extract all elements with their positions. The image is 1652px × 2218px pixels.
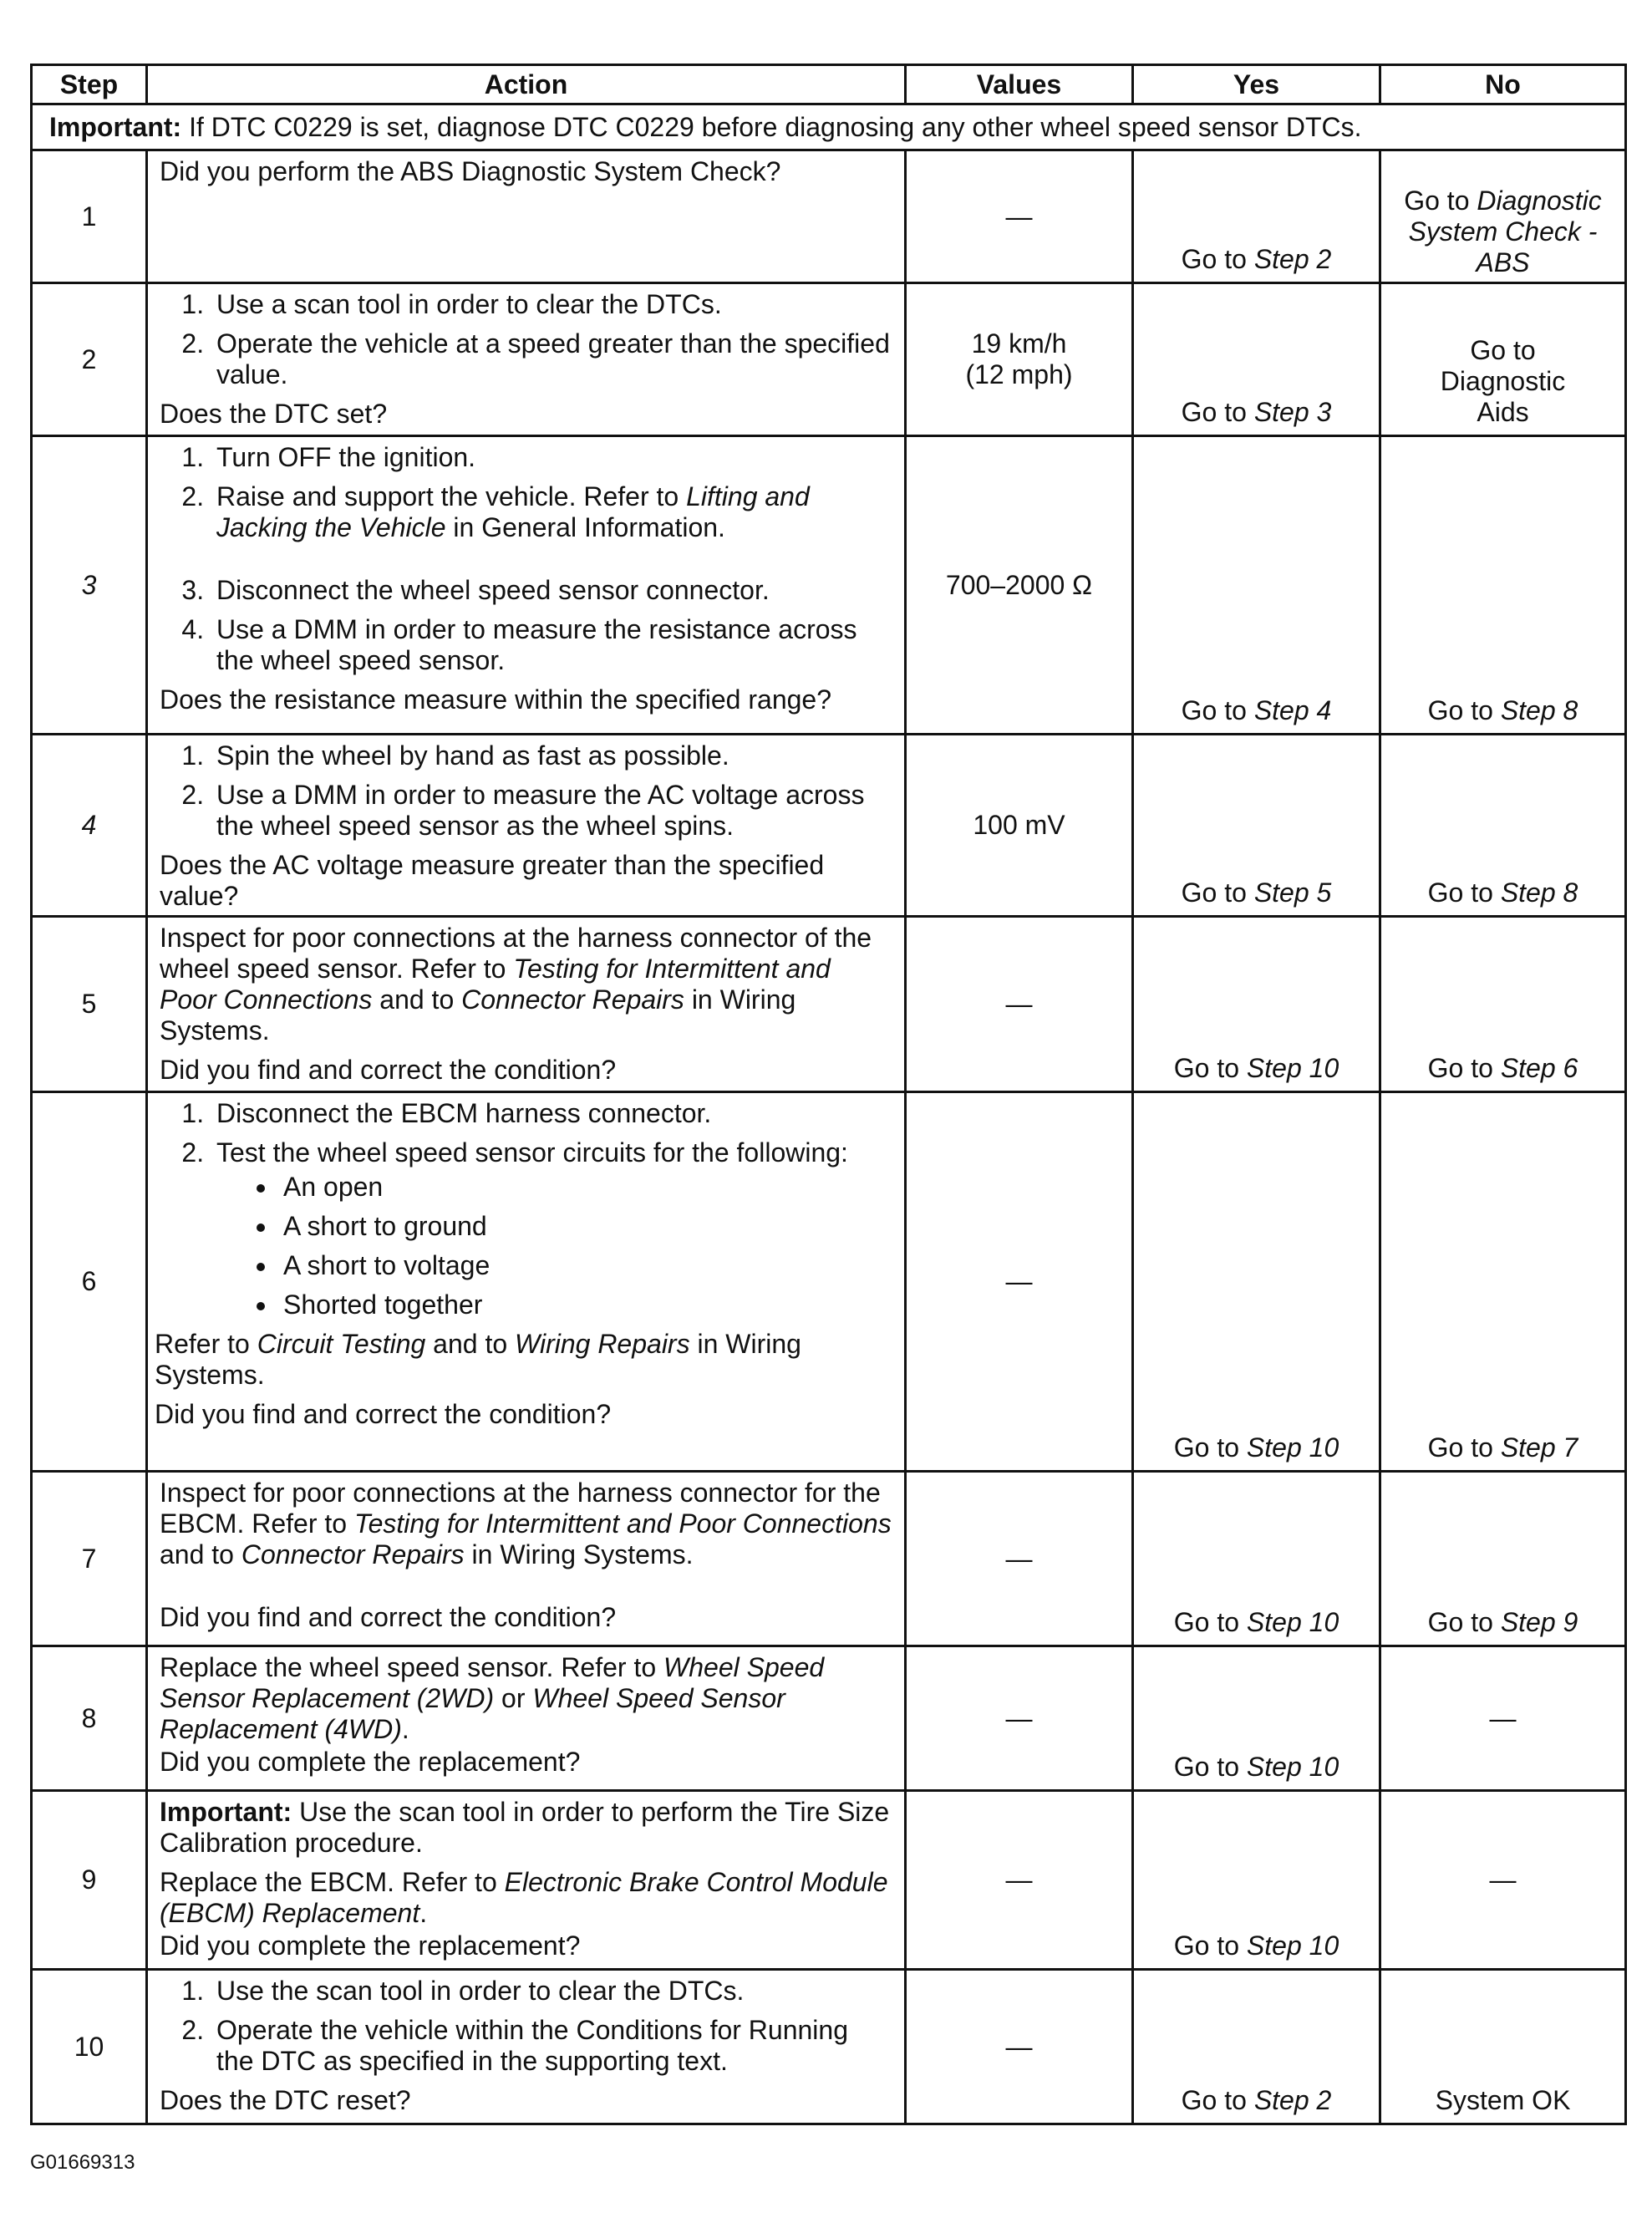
value-cell <box>906 283 1133 436</box>
no-cell: — <box>1380 1646 1626 1791</box>
table-row <box>32 1646 1626 1791</box>
reference-link: Lifting and Jacking the Vehicle <box>216 481 810 542</box>
action-question: Did you complete the replacement? <box>160 1747 581 1777</box>
reference-link: Connector Repairs <box>241 1539 465 1569</box>
step-number: 9 <box>32 1791 147 1970</box>
no-link: Step 7 <box>1500 1432 1578 1463</box>
action-question: Did you find and correct the condition? <box>155 1399 612 1429</box>
header-yes: Yes <box>1133 65 1380 104</box>
action-text: Raise and support the vehicle. Refer to <box>216 481 687 511</box>
no-link: Step 6 <box>1500 1053 1578 1083</box>
step-number: 10 <box>32 1970 147 2124</box>
step-number: 7 <box>32 1472 147 1646</box>
no-link: Step 9 <box>1500 1607 1578 1637</box>
step-number <box>32 436 147 735</box>
action-text-c: in Wiring Systems. <box>160 984 796 1045</box>
bullet-list <box>216 1172 892 1320</box>
action-text: Test the wheel speed sensor circuits for the following: <box>216 1137 848 1168</box>
yes-prefix: Go to <box>1173 1432 1247 1463</box>
action-question: Did you complete the replacement? <box>160 1931 581 1961</box>
action-list <box>160 442 892 676</box>
action-item: 4. Use a DMM in order to measure the resistance across the wheel speed sensor. <box>211 614 892 676</box>
yes-prefix: Go to <box>1181 397 1254 427</box>
bullet-item: • An open <box>278 1172 892 1203</box>
action-list <box>160 1976 892 2077</box>
action-text-a: Inspect for poor connections at the harness connector of the wheel speed sensor. Refer to <box>160 923 872 984</box>
no-prefix: Go to <box>1427 1432 1501 1463</box>
diagnostic-table <box>30 64 1627 2125</box>
reference-link: Circuit Testing <box>257 1329 426 1359</box>
header-action: Action <box>147 65 906 104</box>
yes-prefix: Go to <box>1173 1931 1247 1961</box>
no-cell <box>1380 1472 1626 1646</box>
yes-prefix: Go to <box>1181 244 1254 274</box>
header-no: No <box>1380 65 1626 104</box>
important-note <box>160 1797 892 1859</box>
important-label: Important: <box>49 111 182 142</box>
yes-link: Step 10 <box>1246 1931 1339 1961</box>
yes-link: Step 10 <box>1246 1752 1339 1782</box>
yes-link: Step 2 <box>1253 244 1332 274</box>
value-cell: — <box>906 1472 1133 1646</box>
table-row <box>32 436 1626 735</box>
value-cell: — <box>906 1791 1133 1970</box>
action-text: in General Information. <box>445 512 725 542</box>
no-prefix: Go to <box>1427 1053 1501 1083</box>
no-link: Diagnostic System Check - ABS <box>1408 186 1602 277</box>
yes-prefix: Go to <box>1181 695 1254 725</box>
important-text: If DTC C0229 is set, diagnose DTC C0229 before diagnosing any other wheel speed sensor DTCs. <box>181 111 1362 142</box>
action-cell <box>147 150 906 283</box>
action-cell <box>147 283 906 436</box>
action-cell <box>147 1092 906 1472</box>
action-list <box>160 1098 892 1320</box>
table-row <box>32 1092 1626 1472</box>
reference-link: Electronic Brake Control Module (EBCM) Replacement <box>160 1867 888 1928</box>
action-item: 2. Use a DMM in order to measure the AC voltage across the wheel speed sensor as the wheel spins. <box>211 780 892 842</box>
value-cell: 700–2000 Ω <box>906 436 1133 735</box>
action-text <box>155 1329 892 1391</box>
action-text-b: and to <box>372 984 462 1015</box>
yes-link: Step 3 <box>1253 397 1332 427</box>
yes-prefix: Go to <box>1173 1752 1247 1782</box>
figure-id: G01669313 <box>30 2151 135 2174</box>
yes-cell <box>1133 1092 1380 1472</box>
action-question: Does the DTC reset? <box>160 2085 411 2115</box>
action-question: Did you perform the ABS Diagnostic System Check? <box>160 156 781 186</box>
value-metric: 19 km/h <box>971 328 1067 359</box>
reference-link: Testing for Intermittent and Poor Connections <box>353 1508 892 1539</box>
action-item <box>211 481 892 543</box>
no-prefix: Go to <box>1404 186 1477 216</box>
no-cell: — <box>1380 1791 1626 1970</box>
table-row <box>32 1791 1626 1970</box>
action-item: 1. Use the scan tool in order to clear the DTCs. <box>211 1976 892 2007</box>
action-text-a: Inspect for poor connections at the harness connector for the EBCM. Refer to <box>160 1478 881 1539</box>
reference-link: Wheel Speed Sensor Replacement (4WD) <box>160 1683 785 1744</box>
reference-link: Wiring Repairs <box>515 1329 690 1359</box>
value-cell: 100 mV <box>906 735 1133 917</box>
action-text-b: and to <box>160 1539 241 1569</box>
value-cell: — <box>906 150 1133 283</box>
no-prefix: Go to <box>1427 695 1501 725</box>
value-imperial: (12 mph) <box>965 359 1073 389</box>
no-cell: Go to Diagnostic Aids <box>1380 283 1626 436</box>
action-item: 2. Operate the vehicle within the Conditions for Running the DTC as specified in the supporting text. <box>211 2015 892 2077</box>
yes-cell <box>1133 1472 1380 1646</box>
important-note <box>32 104 1626 150</box>
no-cell: System OK <box>1380 1970 1626 2124</box>
step-number <box>32 735 147 917</box>
table-row <box>32 735 1626 917</box>
important-label: Important: <box>160 1797 292 1827</box>
header-values: Values <box>906 65 1133 104</box>
action-text-a: Replace the wheel speed sensor. Refer to <box>160 1652 664 1682</box>
table-row <box>32 1472 1626 1646</box>
action-item: 1. Use a scan tool in order to clear the DTCs. <box>211 289 892 320</box>
yes-link: Step 5 <box>1253 878 1332 908</box>
no-cell <box>1380 735 1626 917</box>
action-text-c: in Wiring Systems. <box>464 1539 694 1569</box>
important-row <box>32 104 1626 150</box>
step-number: 8 <box>32 1646 147 1791</box>
table-row <box>32 1970 1626 2124</box>
no-cell <box>1380 1092 1626 1472</box>
no-prefix: Go to <box>1427 878 1501 908</box>
yes-link: Step 2 <box>1253 2085 1332 2115</box>
yes-prefix: Go to <box>1181 878 1254 908</box>
action-item: 1. Disconnect the EBCM harness connector. <box>211 1098 892 1129</box>
yes-prefix: Go to <box>1181 2085 1254 2115</box>
yes-cell <box>1133 150 1380 283</box>
table-row <box>32 283 1626 436</box>
action-cell <box>147 1970 906 2124</box>
yes-cell <box>1133 735 1380 917</box>
no-cell <box>1380 436 1626 735</box>
yes-link: Step 4 <box>1253 695 1332 725</box>
yes-cell <box>1133 1970 1380 2124</box>
action-item: 2. Operate the vehicle at a speed greater than the specified value. <box>211 328 892 390</box>
value-cell: — <box>906 917 1133 1092</box>
header-step: Step <box>32 65 147 104</box>
action-cell <box>147 735 906 917</box>
action-text-a: Refer to <box>155 1329 257 1359</box>
action-question: Does the AC voltage measure greater than the specified value? <box>160 850 825 911</box>
action-item <box>211 1137 892 1320</box>
action-item: 1. Turn OFF the ignition. <box>211 442 892 473</box>
table-row <box>32 917 1626 1092</box>
value-cell: — <box>906 1092 1133 1472</box>
table-row <box>32 150 1626 283</box>
bullet-item: • A short to ground <box>278 1211 892 1242</box>
action-text <box>160 1867 892 1929</box>
yes-prefix: Go to <box>1173 1053 1247 1083</box>
action-list <box>160 289 892 390</box>
action-text-c: . <box>401 1714 409 1744</box>
step-number: 5 <box>32 917 147 1092</box>
yes-cell <box>1133 436 1380 735</box>
reference-link: Testing for Intermittent and Poor Connections <box>160 954 831 1015</box>
action-text <box>160 1652 892 1745</box>
step-number: 2 <box>32 283 147 436</box>
value-cell: — <box>906 1646 1133 1791</box>
step-number-text: 3 <box>81 569 97 600</box>
no-prefix: Go to <box>1427 1607 1501 1637</box>
action-cell <box>147 917 906 1092</box>
step-number: 6 <box>32 1092 147 1472</box>
action-text-b: and to <box>425 1329 516 1359</box>
action-text-b: . <box>419 1898 428 1928</box>
yes-cell <box>1133 283 1380 436</box>
action-text <box>160 923 892 1046</box>
no-cell <box>1380 917 1626 1092</box>
action-item: 3. Disconnect the wheel speed sensor connector. <box>211 575 892 606</box>
yes-cell <box>1133 1646 1380 1791</box>
reference-link: Connector Repairs <box>461 984 684 1015</box>
yes-link: Step 10 <box>1246 1053 1339 1083</box>
step-number-text: 4 <box>81 810 97 840</box>
action-question: Does the resistance measure within the specified range? <box>160 684 831 715</box>
reference-link: Wheel Speed Sensor Replacement (2WD) <box>160 1652 825 1713</box>
bullet-item: • Shorted together <box>278 1290 892 1320</box>
value-cell: — <box>906 1970 1133 2124</box>
step-number: 1 <box>32 150 147 283</box>
action-text-c: in Wiring Systems. <box>155 1329 801 1390</box>
action-list <box>160 740 892 842</box>
action-text-b: or <box>494 1683 533 1713</box>
action-question: Did you find and correct the condition? <box>160 1602 617 1632</box>
action-cell <box>147 1791 906 1970</box>
action-question: Does the DTC set? <box>160 399 388 429</box>
bullet-item: • A short to voltage <box>278 1250 892 1281</box>
yes-link: Step 10 <box>1246 1607 1339 1637</box>
action-item: 1. Spin the wheel by hand as fast as possible. <box>211 740 892 771</box>
action-cell <box>147 1646 906 1791</box>
yes-link: Step 10 <box>1246 1432 1339 1463</box>
yes-cell <box>1133 917 1380 1092</box>
action-cell <box>147 436 906 735</box>
no-link: Step 8 <box>1500 695 1578 725</box>
header-row <box>32 65 1626 104</box>
action-text-a: Replace the EBCM. Refer to <box>160 1867 505 1897</box>
important-text: Use the scan tool in order to perform the Tire Size Calibration procedure. <box>160 1797 890 1858</box>
action-cell <box>147 1472 906 1646</box>
action-question: Did you find and correct the condition? <box>160 1055 617 1085</box>
yes-cell <box>1133 1791 1380 1970</box>
no-cell <box>1380 150 1626 283</box>
action-text <box>160 1478 892 1570</box>
yes-prefix: Go to <box>1173 1607 1247 1637</box>
no-link: Step 8 <box>1500 878 1578 908</box>
